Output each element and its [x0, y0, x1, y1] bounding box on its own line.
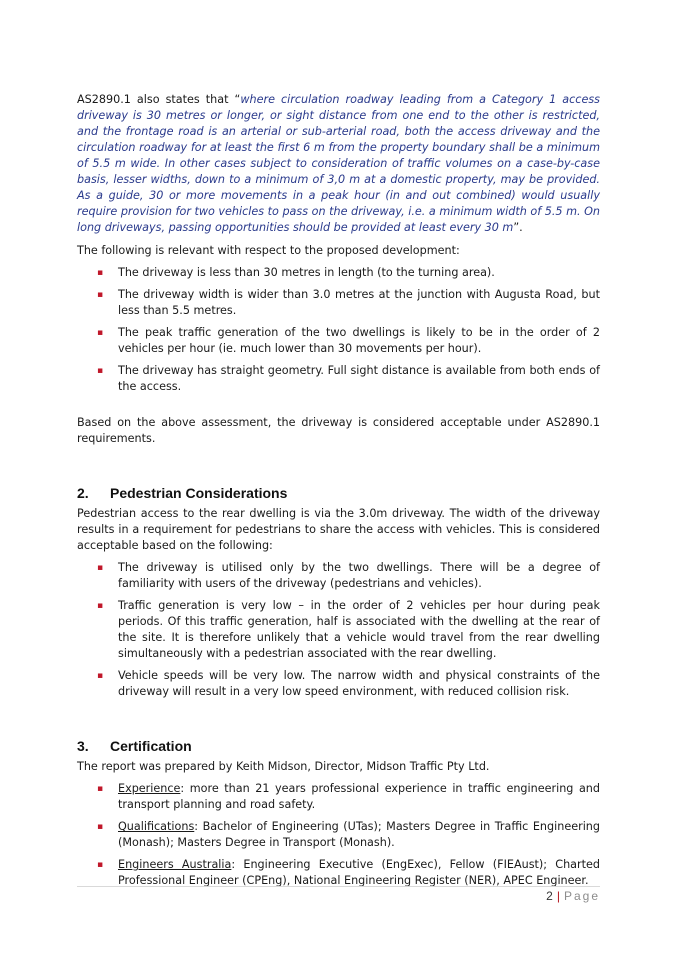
page-content [77, 92, 600, 895]
intro-lead: AS2890.1 also states that “ [77, 93, 241, 106]
list-item: ▪ The driveway width is wider than 3.0 metres at the junction with Augusta Road, but less than 5.5 metres. [97, 288, 600, 317]
page-number: 2 [546, 889, 553, 903]
list-item: ▪ Vehicle speeds will be very low. The narrow width and physical constraints of the driveway will result in a very low speed environment, with reduced collision risk. [97, 669, 600, 698]
bullet-icon: ▪ [97, 601, 104, 611]
bullet-icon: ▪ [97, 671, 104, 681]
bullet-icon: ▪ [97, 822, 104, 832]
list-item: ▪ The driveway has straight geometry. Full sight distance is available from both ends of the access. [97, 364, 600, 393]
assessment-paragraph: Based on the above assessment, the driveway is considered acceptable under AS2890.1 requirements. [77, 416, 600, 445]
relevant-list [77, 265, 600, 395]
section3-intro: The report was prepared by Keith Midson, Director, Midson Traffic Pty Ltd. [77, 760, 490, 773]
relevant-intro: The following is relevant with respect to the proposed development: [77, 244, 460, 257]
list-item: ▪ Traffic generation is very low – in the order of 2 vehicles per hour during peak periods. Of this traffic generation, half is associated with the dwelling at the rear of the site. It is therefore unlikely that a vehicle would travel from the rear dwelling simultaneously with a pedestrian associated with the rear dwelling. [97, 599, 600, 660]
section-title: Certification [110, 738, 192, 754]
item-label: Qualifications [118, 820, 195, 833]
section2-intro: Pedestrian access to the rear dwelling is via the 3.0m driveway. The width of the driveway results in a requirement for pedestrians to share the access with vehicles. This is considered acceptable based on the following: [77, 507, 600, 552]
list-item: ▪ Engineers Australia: Engineering Executive (EngExec), Fellow (FIEAust); Charted Professional Engineer (CPEng), National Engineering Register (NER), APEC Engineer. [97, 858, 601, 887]
bullet-icon: ▪ [97, 784, 104, 794]
bullet-icon: ▪ [97, 366, 104, 376]
page-footer [77, 886, 600, 903]
section-number: 2. [77, 485, 89, 501]
bullet-icon: ▪ [97, 860, 104, 870]
list-item: ▪ Qualifications: Bachelor of Engineering (UTas); Masters Degree in Traffic Engineering (Monash); Masters Degree in Transport (Monash). [97, 820, 600, 849]
item-label: Engineers Australia [118, 858, 232, 871]
list-item: ▪ The peak traffic generation of the two dwellings is likely to be in the order of 2 vehicles per hour (ie. much lower than 30 movements per hour). [97, 326, 600, 355]
bullet-icon: ▪ [97, 268, 104, 278]
list-item: ▪ The driveway is utilised only by the two dwellings. There will be a degree of familiarity with users of the driveway (pedestrians and vehicles). [97, 561, 600, 590]
list-item: ▪ The driveway is less than 30 metres in length (to the turning area). [97, 266, 495, 279]
bullet-icon: ▪ [97, 328, 104, 338]
list-item: ▪ Experience: more than 21 years professional experience in traffic engineering and transport planning and road safety. [97, 782, 600, 811]
item-label: Experience [118, 782, 181, 795]
section-number: 3. [77, 738, 89, 754]
page-label: Page [563, 889, 600, 903]
as2890-quote: where circulation roadway leading from a Category 1 access driveway is 30 metres or longer, or sight distance from one end to the other is restricted, and the frontage road is an arterial or sub-arterial road, both the access driveway and the circulation roadway for at least the first 6 m from the property boundary shall be a minimum of 5.5 m wide. In other cases subject to consideration of traffic volumes on a case-by-case basis, lesser widths, down to a minimum of 3,0 m at a domestic property, may be provided. As a guide, 30 or more movements in a peak hour (in and out combined) would usually require provision for two vehicles to pass on the driveway, i.e. a minimum width of 5.5 m. On long driveways, passing opportunities should be provided at least every 30 m [77, 93, 600, 234]
bullet-icon: ▪ [97, 290, 104, 300]
intro-paragraph [77, 92, 600, 236]
certification-list [77, 781, 600, 889]
pedestrian-list [77, 560, 600, 700]
bullet-icon: ▪ [97, 563, 104, 573]
intro-trail: ”. [513, 221, 523, 234]
section-heading-pedestrian [77, 483, 600, 503]
section-heading-certification [77, 736, 600, 756]
footer-separator: | [556, 889, 560, 903]
section-title: Pedestrian Considerations [110, 485, 288, 501]
